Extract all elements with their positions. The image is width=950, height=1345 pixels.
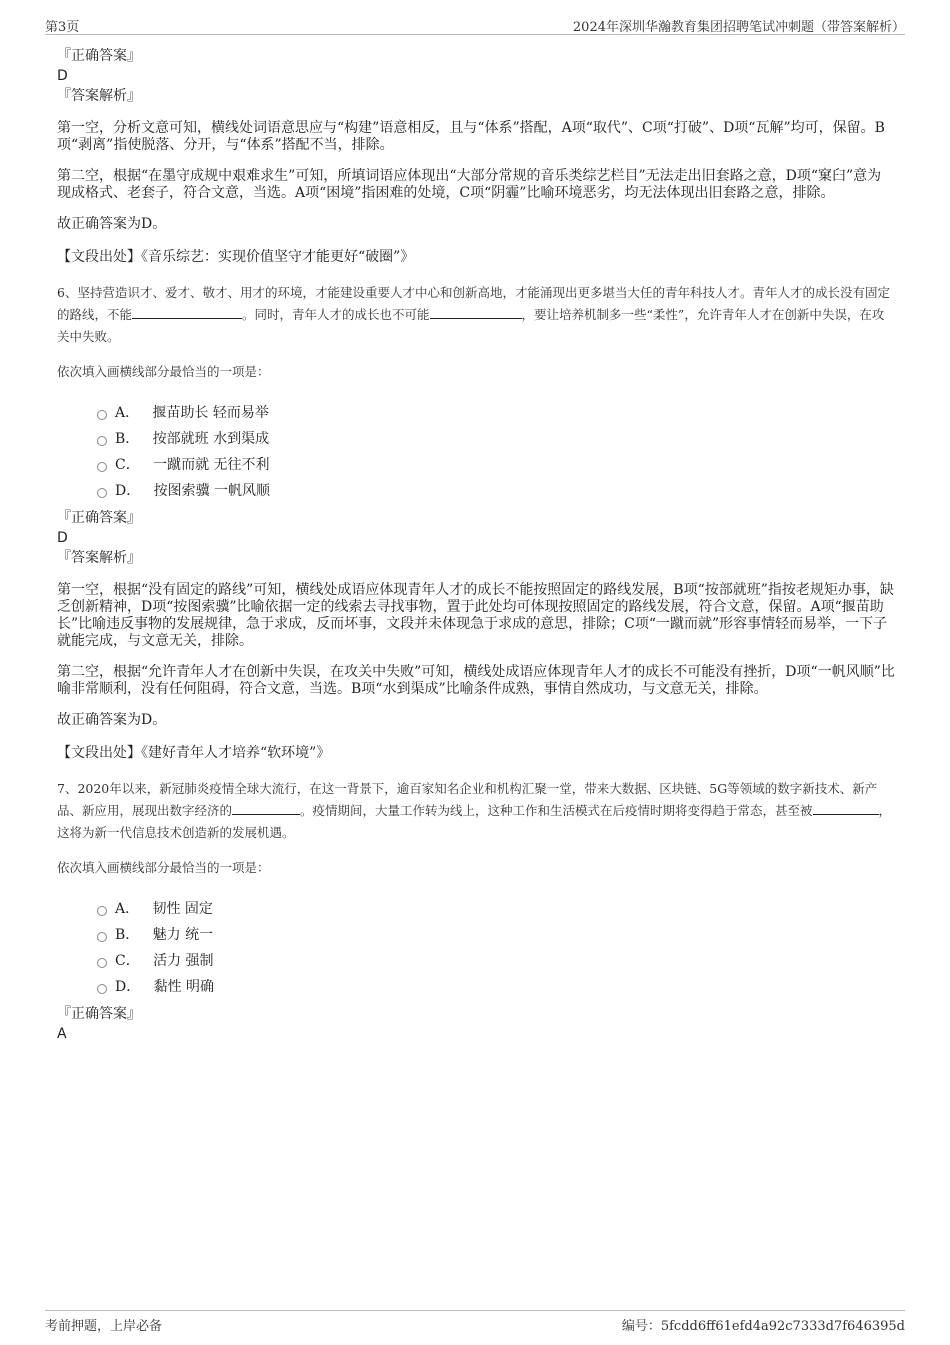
q6-option-a[interactable] (97, 400, 895, 426)
q6-option-d[interactable] (97, 478, 895, 504)
document-title: 2024年深圳华瀚教育集团招聘笔试冲刺题（带答案解析） (572, 20, 905, 35)
q6-option-c[interactable] (97, 452, 895, 478)
q5-source (57, 249, 895, 266)
q7-text-b: 。疫情期间，大量工作转为线上，这种工作和生活模式在后疫情时期将变得趋于常态，甚至被 (300, 803, 813, 818)
q7-prompt: 依次填入画横线部分最恰当的一项是： (57, 860, 270, 875)
q7-question (57, 778, 895, 844)
q6-answer: D (57, 530, 68, 546)
option-text: 韧性 固定 (152, 901, 213, 917)
q5-answer: D (57, 68, 68, 84)
radio-icon[interactable] (97, 906, 107, 916)
q7-options (57, 896, 895, 1000)
q6-prompt: 依次填入画横线部分最恰当的一项是： (57, 364, 270, 379)
option-text: 一蹴而就 无往不利 (153, 457, 270, 473)
option-text: 按图索骥 一帆风顺 (153, 483, 271, 499)
document-id: 编号：5fcdd6ff61efd4a92c7333d7f646395d (621, 1319, 905, 1334)
document-body (57, 46, 895, 1044)
option-letter: D． (115, 979, 141, 995)
option-text: 魅力 统一 (152, 927, 214, 943)
option-letter: B． (115, 431, 140, 447)
q6-source (57, 745, 895, 762)
option-letter: C． (115, 457, 140, 473)
correct-answer-label: 『正确答案』 (57, 1006, 141, 1022)
correct-answer-label: 『正确答案』 (57, 48, 141, 64)
radio-icon[interactable] (97, 932, 107, 942)
correct-answer-label: 『正确答案』 (57, 510, 141, 526)
radio-icon[interactable] (97, 410, 107, 420)
q7-text-a: 7、2020年以来，新冠肺炎疫情全球大流行，在这一背景下，逾百家知名企业和机构汇聚一堂，带来大数据、区块链、5G等领域的数字新技术、新产品、新应用，展现出数字经济的 (57, 781, 878, 818)
q5-analysis-2: 第二空，根据“在墨守成规中艰难求生”可知，所填词语应体现出“大部分常规的音乐类综艺栏目”无法走出旧套路之意，D项“窠臼”意为现成格式、老套子，符合文意，当选。A项“困境”指困难的处境，C项“阴霾”比喻环境恶劣，均无法体现出旧套路之意，排除。 (57, 168, 882, 201)
option-text: 黏性 明确 (153, 979, 215, 995)
q7-option-b[interactable] (97, 922, 895, 948)
page-footer (45, 1310, 905, 1333)
q7-answer: A (57, 1026, 67, 1042)
q6-option-b[interactable] (97, 426, 895, 452)
q7-blank-2 (813, 800, 879, 815)
q6-analysis-1: 第一空，根据“没有固定的路线”可知，横线处成语应体现青年人才的成长不能按照固定的路线发展，B项“按部就班”指按老规矩办事，缺乏创新精神，D项“按图索骥”比喻依据一定的线索去寻找事物，置于此处均可体现按照固定的路线发展，符合文意，保留。A项“揠苗助长”比喻违反事物的发展规律，急于求成，反而坏事，文段并未体现急于求成的意思，排除；C项“一蹴而就”形容事情轻而易举，一下子就能完成，与文意无关，排除。 (57, 582, 894, 649)
source-label: 【文段出处】 (57, 745, 141, 761)
q5-analysis-1: 第一空，分析文意可知，横线处词语意思应与“构建”语意相反，且与“体系”搭配，A项“取代”、C项“打破”、D项“瓦解”均可，保留。B项“剥离”指使脱落、分开，与“体系”搭配不当，排除。 (57, 120, 885, 153)
option-text: 按部就班 水到渠成 (152, 431, 270, 447)
q6-conclusion: 故正确答案为D。 (57, 712, 167, 728)
q6-text-a: 6、坚持营造识才、爱才、敬才、用才的环境，才能建设重要人才中心和创新高地，才能涌现出更多堪当大任的青年科技人才。青年人才的成长没有固定的路线，不能 (57, 285, 890, 322)
analysis-label: 『答案解析』 (57, 550, 141, 566)
option-letter: C． (115, 953, 140, 969)
option-letter: A． (115, 405, 140, 421)
q7-option-a[interactable] (97, 896, 895, 922)
option-letter: D． (115, 483, 141, 499)
radio-icon[interactable] (97, 984, 107, 994)
q6-options (57, 400, 895, 504)
radio-icon[interactable] (97, 462, 107, 472)
q5-conclusion: 故正确答案为D。 (57, 216, 167, 232)
page-header (45, 14, 905, 35)
q6-text-c: ，要让培养机制多一些“柔性”，允许青年人才在创新中失误，在攻关中失败。 (57, 307, 885, 344)
q7-text-c: ，这将为新一代信息技术创造新的发展机遇。 (57, 803, 892, 840)
q6-analysis-2: 第二空，根据“允许青年人才在创新中失误，在攻关中失败”可知，横线处成语应体现青年人才的成长不可能没有挫折，D项“一帆风顺”比喻非常顺利，没有任何阻碍，符合文意，当选。B项“水到渠成”比喻条件成熟，事情自然成功，与文意无关，排除。 (57, 664, 895, 697)
option-text: 活力 强制 (153, 953, 214, 969)
q6-blank-1 (132, 304, 242, 319)
q7-blank-1 (232, 800, 300, 815)
radio-icon[interactable] (97, 436, 107, 446)
page-number: 第3页 (45, 20, 80, 35)
q7-option-c[interactable] (97, 948, 895, 974)
q6-source-title: 《建好青年人才培养“软环境”》 (141, 745, 331, 761)
footer-slogan: 考前押题，上岸必备 (45, 1319, 163, 1334)
option-letter: B． (115, 927, 140, 943)
q6-question (57, 282, 895, 348)
analysis-label: 『答案解析』 (57, 88, 141, 104)
q5-source-title: 《音乐综艺：实现价值坚守才能更好“破圈”》 (141, 249, 415, 265)
radio-icon[interactable] (97, 488, 107, 498)
source-label: 【文段出处】 (57, 249, 141, 265)
radio-icon[interactable] (97, 958, 107, 968)
option-text: 揠苗助长 轻而易举 (152, 405, 269, 421)
option-letter: A． (115, 901, 140, 917)
q7-option-d[interactable] (97, 974, 895, 1000)
q6-text-b: 。同时，青年人才的成长也不可能 (242, 307, 430, 322)
q6-blank-2 (430, 304, 522, 319)
